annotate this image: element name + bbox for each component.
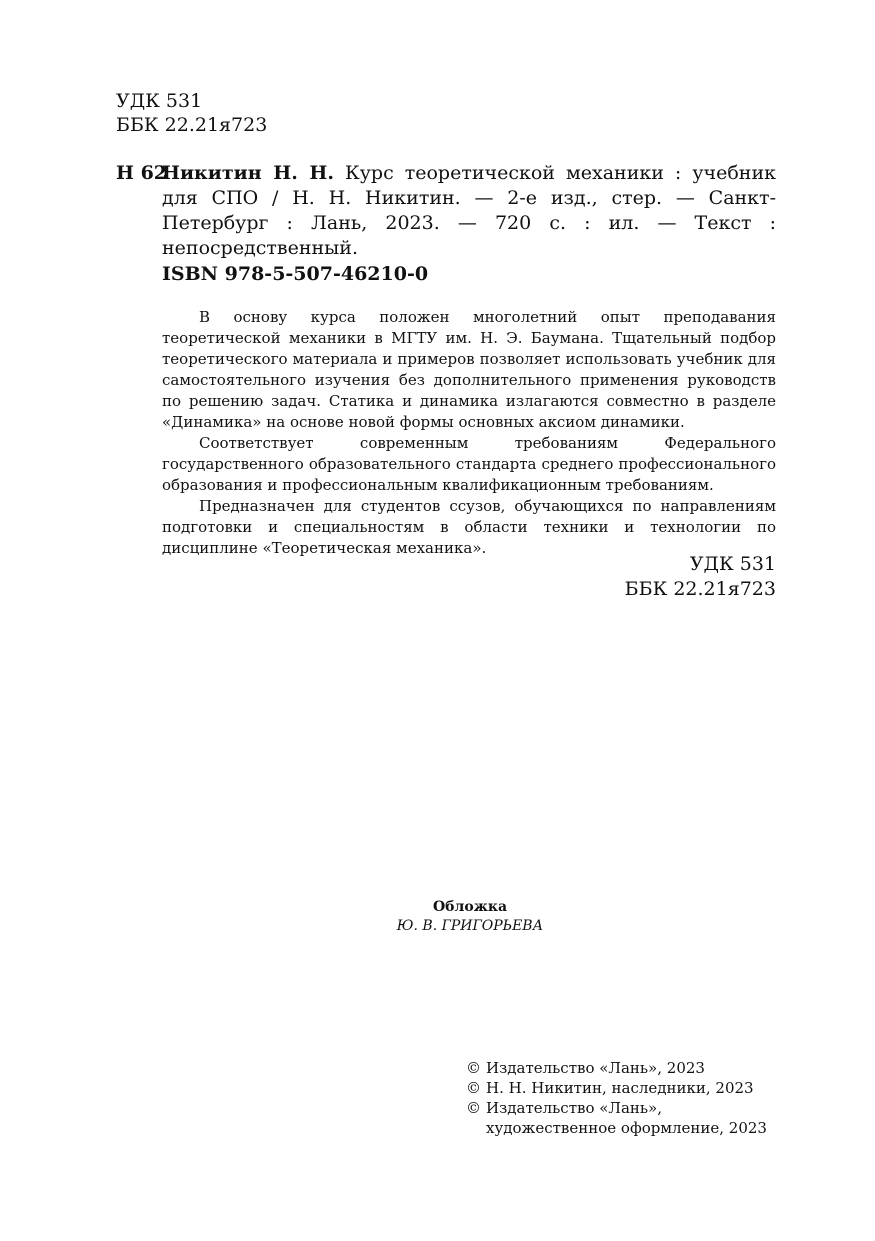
bbk-code-bottom: ББК 22.21я723 bbox=[624, 578, 776, 600]
isbn: ISBN 978-5-507-46210-0 bbox=[162, 263, 429, 285]
copyright-line bbox=[466, 1058, 767, 1078]
copyright-text: Издательство «Лань», 2023 bbox=[486, 1059, 705, 1077]
cover-label: Обложка bbox=[432, 899, 508, 915]
copyright-icon: © bbox=[466, 1079, 481, 1097]
cover-author: Ю. В. ГРИГОРЬЕВА bbox=[396, 918, 544, 934]
copyright-line bbox=[466, 1078, 767, 1098]
copyright-text: Издательство «Лань», bbox=[486, 1099, 663, 1117]
copyright-line-continuation: художественное оформление, 2023 bbox=[486, 1119, 767, 1137]
annotation-paragraph: Предназначен для студентов ссузов, обучающихся по направлениям подготовки и специальностям в области техники и технологии по дисциплине «Теоретическая механика». bbox=[162, 497, 776, 557]
description-text: Курс теоретической механики : учебник для СПО / Н. Н. Никитин. — 2-е изд., стер. — Санкт-Петербург : Лань, 2023. — 720 с. : ил. — Текст : непосредственный. bbox=[162, 162, 776, 259]
bbk-code-top: ББК 22.21я723 bbox=[116, 114, 268, 136]
annotation-paragraph: Соответствует современным требованиям Федерального государственного образовательного стандарта среднего профессионального образования и профессиональным квалификационным требованиям. bbox=[162, 434, 776, 494]
copyright-icon: © bbox=[466, 1059, 481, 1077]
cover-credit bbox=[300, 898, 640, 936]
author-mark: Н 62 bbox=[116, 162, 168, 184]
annotation bbox=[162, 307, 776, 559]
copyright-text: Н. Н. Никитин, наследники, 2023 bbox=[486, 1079, 754, 1097]
classification-bottom bbox=[625, 552, 776, 602]
author-name: Никитин Н. Н. bbox=[162, 162, 334, 184]
bibliographic-description bbox=[162, 161, 776, 261]
udk-code-bottom: УДК 531 bbox=[689, 553, 776, 575]
copyright-notices bbox=[466, 1058, 767, 1138]
copyright-icon: © bbox=[466, 1099, 481, 1117]
catalog-entry bbox=[116, 161, 776, 261]
copyright-line bbox=[466, 1098, 767, 1118]
classification-top bbox=[116, 89, 267, 137]
udk-code-top: УДК 531 bbox=[116, 90, 203, 112]
annotation-paragraph: В основу курса положен многолетний опыт преподавания теоретической механики в МГТУ им. Н. Э. Баумана. Тщательный подбор теоретического материала и примеров позволяет использовать учебник для самостоятельного изучения без дополнительного применения руководств по решению задач. Статика и динамика излагаются совместно в разделе «Динамика» на основе новой формы основных аксиом динамики. bbox=[162, 308, 776, 431]
